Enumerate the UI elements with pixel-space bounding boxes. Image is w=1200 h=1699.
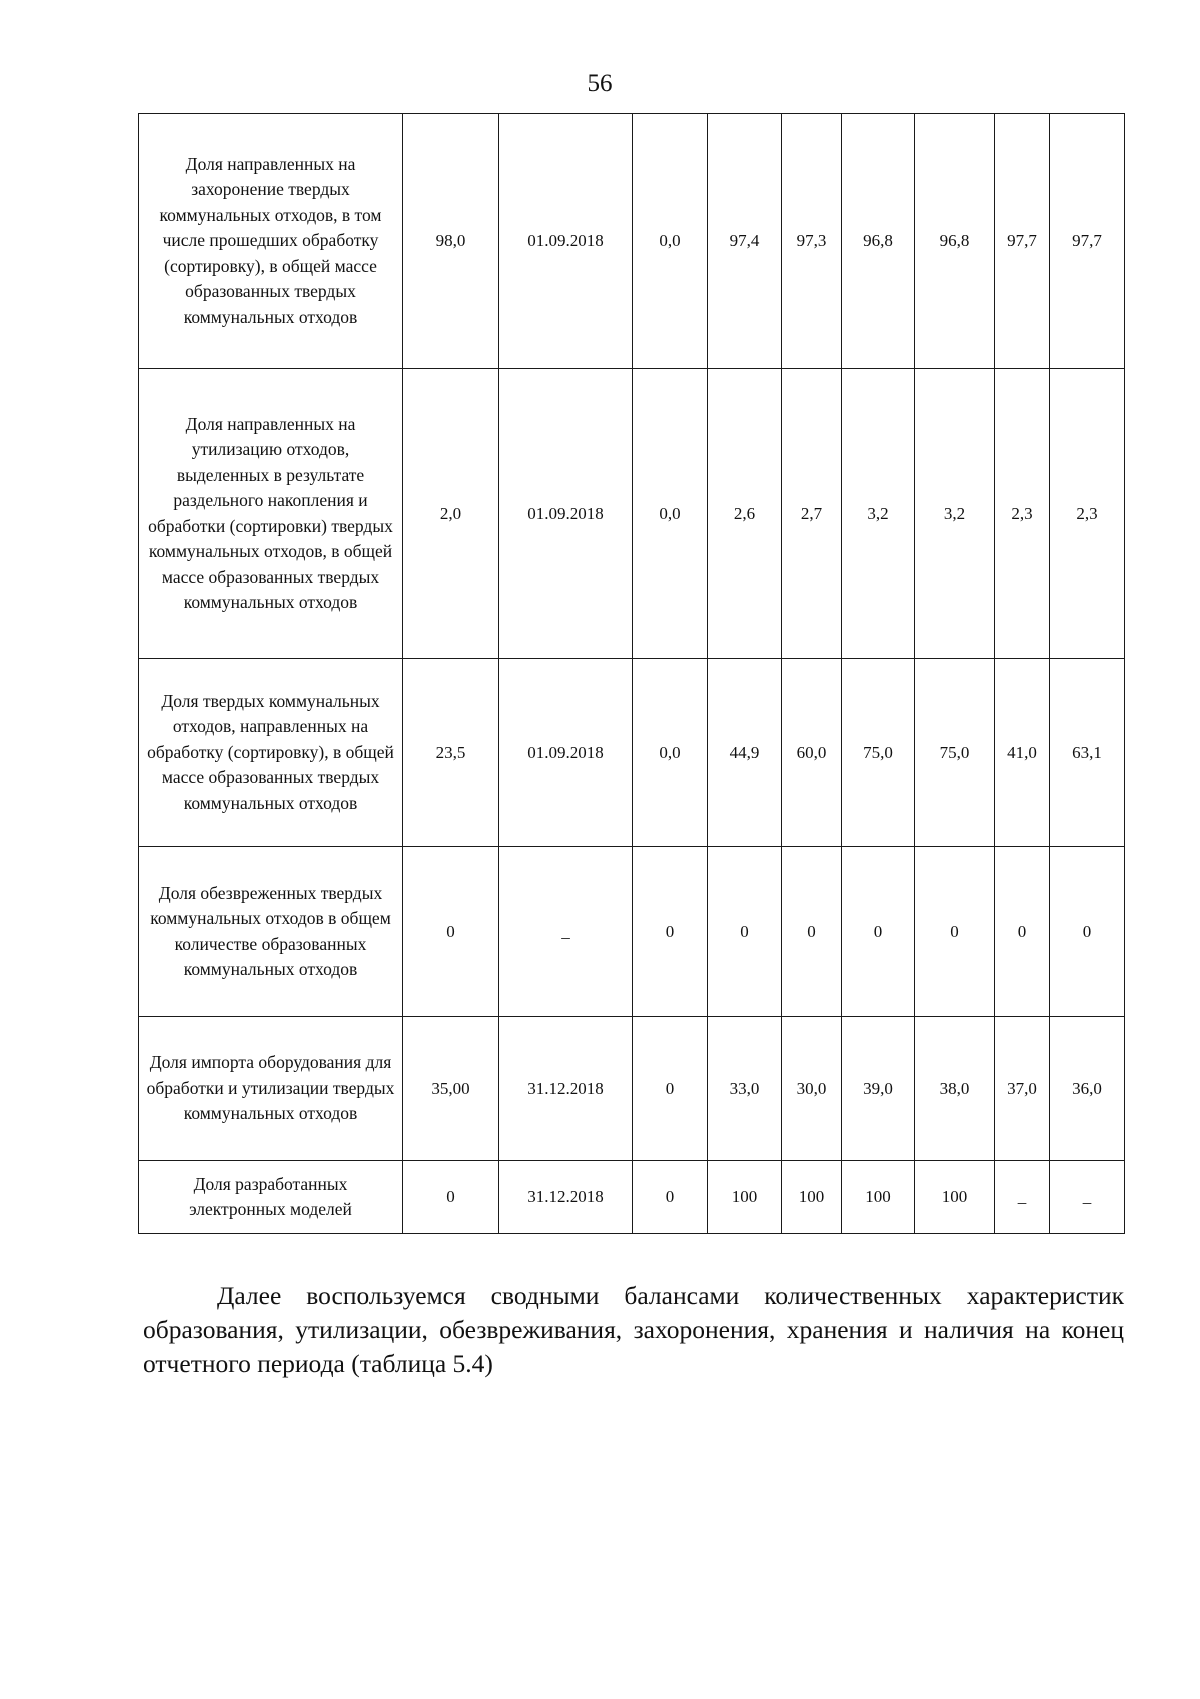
value-cell: 36,0 bbox=[1050, 1017, 1125, 1161]
value-cell: 0 bbox=[633, 1017, 708, 1161]
value-cell: 100 bbox=[842, 1161, 915, 1234]
table-row bbox=[139, 1017, 1125, 1161]
value-cell: 96,8 bbox=[842, 114, 915, 369]
body-paragraph: Далее воспользуемся сводными балансами количественных характеристик образования, утилизации, обезвреживания, захоронения, хранения и наличия на конец отчетного периода (таблица 5.4) bbox=[143, 1280, 1124, 1378]
row-name-cell: Доля импорта оборудования для обработки и утилизации твердых коммунальных отходов bbox=[139, 1017, 403, 1161]
row-name-cell: Доля направленных на утилизацию отходов, выделенных в результате раздельного накопления и обработки (сортировки) твердых коммунальных отходов, в общей массе образованных твердых коммунальных отходов bbox=[139, 369, 403, 659]
value-cell: 0,0 bbox=[633, 114, 708, 369]
base-date-cell: 01.09.2018 bbox=[499, 114, 633, 369]
value-cell: 75,0 bbox=[842, 659, 915, 847]
value-cell: 63,1 bbox=[1050, 659, 1125, 847]
base-value-cell: 0 bbox=[403, 847, 499, 1017]
value-cell: 60,0 bbox=[782, 659, 842, 847]
base-value-cell: 0 bbox=[403, 1161, 499, 1234]
base-date-cell: 01.09.2018 bbox=[499, 369, 633, 659]
value-cell: 97,7 bbox=[995, 114, 1050, 369]
value-cell: 96,8 bbox=[915, 114, 995, 369]
base-date-cell: 31.12.2018 bbox=[499, 1161, 633, 1234]
value-cell: 0 bbox=[633, 1161, 708, 1234]
value-cell: 0 bbox=[782, 847, 842, 1017]
value-cell: 0,0 bbox=[633, 369, 708, 659]
value-cell: 100 bbox=[915, 1161, 995, 1234]
base-date-cell: 31.12.2018 bbox=[499, 1017, 633, 1161]
table-row bbox=[139, 369, 1125, 659]
value-cell: 41,0 bbox=[995, 659, 1050, 847]
value-cell: _ bbox=[1050, 1161, 1125, 1234]
value-cell: 2,3 bbox=[1050, 369, 1125, 659]
value-cell: 0 bbox=[1050, 847, 1125, 1017]
base-value-cell: 35,00 bbox=[403, 1017, 499, 1161]
value-cell: 0 bbox=[842, 847, 915, 1017]
page-number: 56 bbox=[587, 70, 613, 97]
table-row bbox=[139, 1161, 1125, 1234]
value-cell: 100 bbox=[708, 1161, 782, 1234]
row-name-cell: Доля направленных на захоронение твердых коммунальных отходов, в том числе прошедших обработку (сортировку), в общей массе образованных твердых коммунальных отходов bbox=[139, 114, 403, 369]
value-cell: 2,6 bbox=[708, 369, 782, 659]
value-cell: 0 bbox=[708, 847, 782, 1017]
row-name-cell: Доля обезвреженных твердых коммунальных отходов в общем количестве образованных коммунальных отходов bbox=[139, 847, 403, 1017]
value-cell: 33,0 bbox=[708, 1017, 782, 1161]
value-cell: 0 bbox=[915, 847, 995, 1017]
value-cell: 44,9 bbox=[708, 659, 782, 847]
row-name-cell: Доля разработанных электронных моделей bbox=[139, 1161, 403, 1234]
table-row bbox=[139, 114, 1125, 369]
value-cell: 37,0 bbox=[995, 1017, 1050, 1161]
table-row bbox=[139, 847, 1125, 1017]
value-cell: 38,0 bbox=[915, 1017, 995, 1161]
value-cell: 0 bbox=[633, 847, 708, 1017]
value-cell: 39,0 bbox=[842, 1017, 915, 1161]
base-value-cell: 98,0 bbox=[403, 114, 499, 369]
value-cell: 3,2 bbox=[915, 369, 995, 659]
value-cell: 97,3 bbox=[782, 114, 842, 369]
value-cell: 2,3 bbox=[995, 369, 1050, 659]
base-value-cell: 23,5 bbox=[403, 659, 499, 847]
value-cell: 0 bbox=[995, 847, 1050, 1017]
value-cell: 97,7 bbox=[1050, 114, 1125, 369]
value-cell: 30,0 bbox=[782, 1017, 842, 1161]
base-date-cell: 01.09.2018 bbox=[499, 659, 633, 847]
value-cell: 75,0 bbox=[915, 659, 995, 847]
row-name-cell: Доля твердых коммунальных отходов, направленных на обработку (сортировку), в общей массе образованных твердых коммунальных отходов bbox=[139, 659, 403, 847]
value-cell: 2,7 bbox=[782, 369, 842, 659]
value-cell: 3,2 bbox=[842, 369, 915, 659]
value-cell: _ bbox=[995, 1161, 1050, 1234]
base-value-cell: 2,0 bbox=[403, 369, 499, 659]
base-date-cell: _ bbox=[499, 847, 633, 1017]
value-cell: 100 bbox=[782, 1161, 842, 1234]
indicators-table bbox=[138, 113, 1125, 1234]
value-cell: 97,4 bbox=[708, 114, 782, 369]
table-row bbox=[139, 659, 1125, 847]
value-cell: 0,0 bbox=[633, 659, 708, 847]
